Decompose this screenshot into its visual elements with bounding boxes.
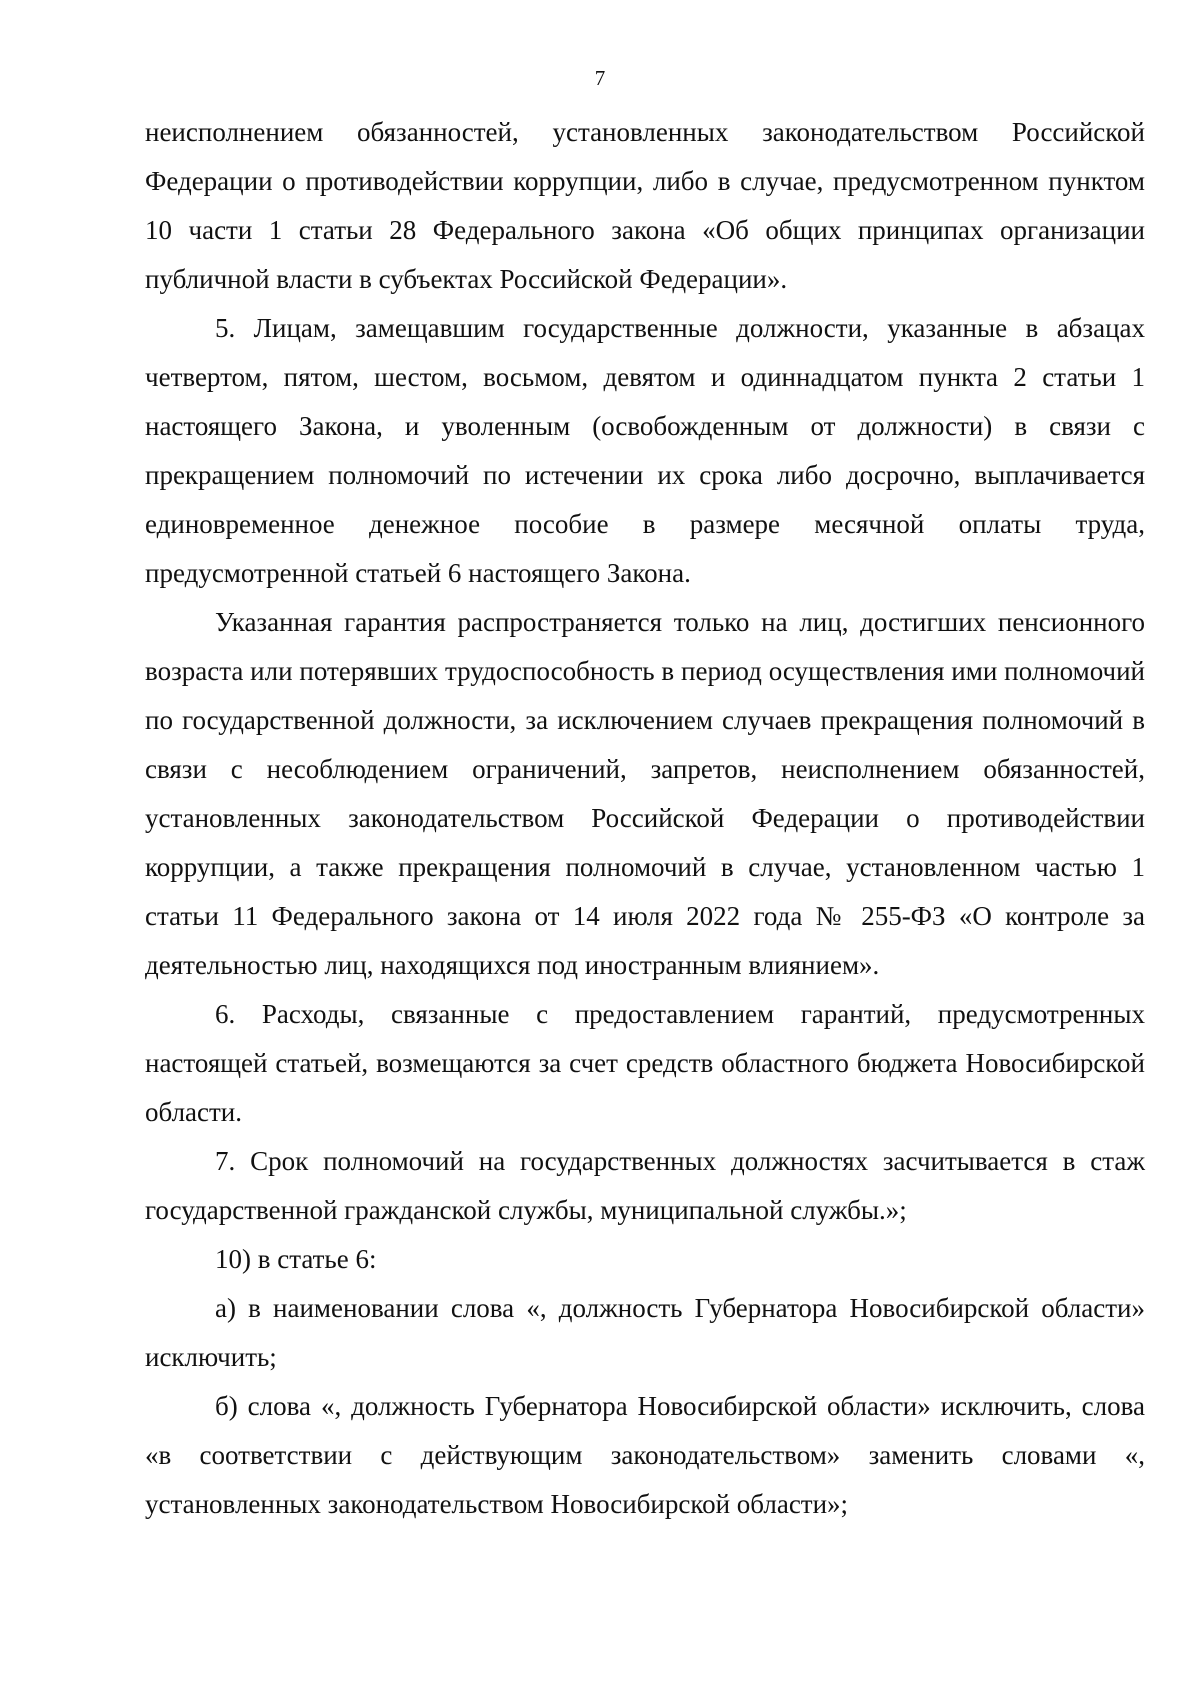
document-body (145, 108, 1145, 1529)
paragraph-guarantee: Указанная гарантия распространяется только на лиц, достигших пенсионного возраста или потерявших трудоспособность в период осуществления ими полномочий по государственной должности, за исключением случаев прекращения полномочий в связи с несоблюдением ограничений, запретов, неисполнением обязанностей, установленных законодательством Российской Федерации о противодействии коррупции, а также прекращения полномочий в случае, установленном частью 1 статьи 11 Федерального закона от 14 июля 2022 года № 255-ФЗ «О контроле за деятельностью лиц, находящихся под иностранным влиянием». (145, 607, 1145, 980)
paragraph-item-7: 7. Срок полномочий на государственных должностях засчитывается в стаж государственной гражданской службы, муниципальной службы.»; (145, 1146, 1145, 1225)
paragraph-item-5: 5. Лицам, замещавшим государственные должности, указанные в абзацах четвертом, пятом, шестом, восьмом, девятом и одиннадцатом пункта 2 статьи 1 настоящего Закона, и уволенным (освобожденным от должности) в связи с прекращением полномочий по истечении их срока либо досрочно, выплачивается единовременное денежное пособие в размере месячной оплаты труда, предусмотренной статьей 6 настоящего Закона. (145, 313, 1145, 588)
paragraph-subitem-a: а) в наименовании слова «, должность Губернатора Новосибирской области» исключить; (145, 1293, 1145, 1372)
paragraph-continuation: неисполнением обязанностей, установленных законодательством Российской Федерации о противодействии коррупции, либо в случае, предусмотренном пунктом 10 части 1 статьи 28 Федерального закона «Об общих принципах организации публичной власти в субъектах Российской Федерации». (145, 117, 1145, 294)
paragraph-item-6: 6. Расходы, связанные с предоставлением гарантий, предусмотренных настоящей статьей, возмещаются за счет средств областного бюджета Новосибирской области. (145, 999, 1145, 1127)
page-number: 7 (594, 66, 606, 90)
paragraph-item-10: 10) в статье 6: (215, 1244, 377, 1274)
paragraph-subitem-b: б) слова «, должность Губернатора Новосибирской области» исключить, слова «в соответствии с действующим законодательством» заменить словами «, установленных законодательством Новосибирской области»; (145, 1391, 1145, 1519)
